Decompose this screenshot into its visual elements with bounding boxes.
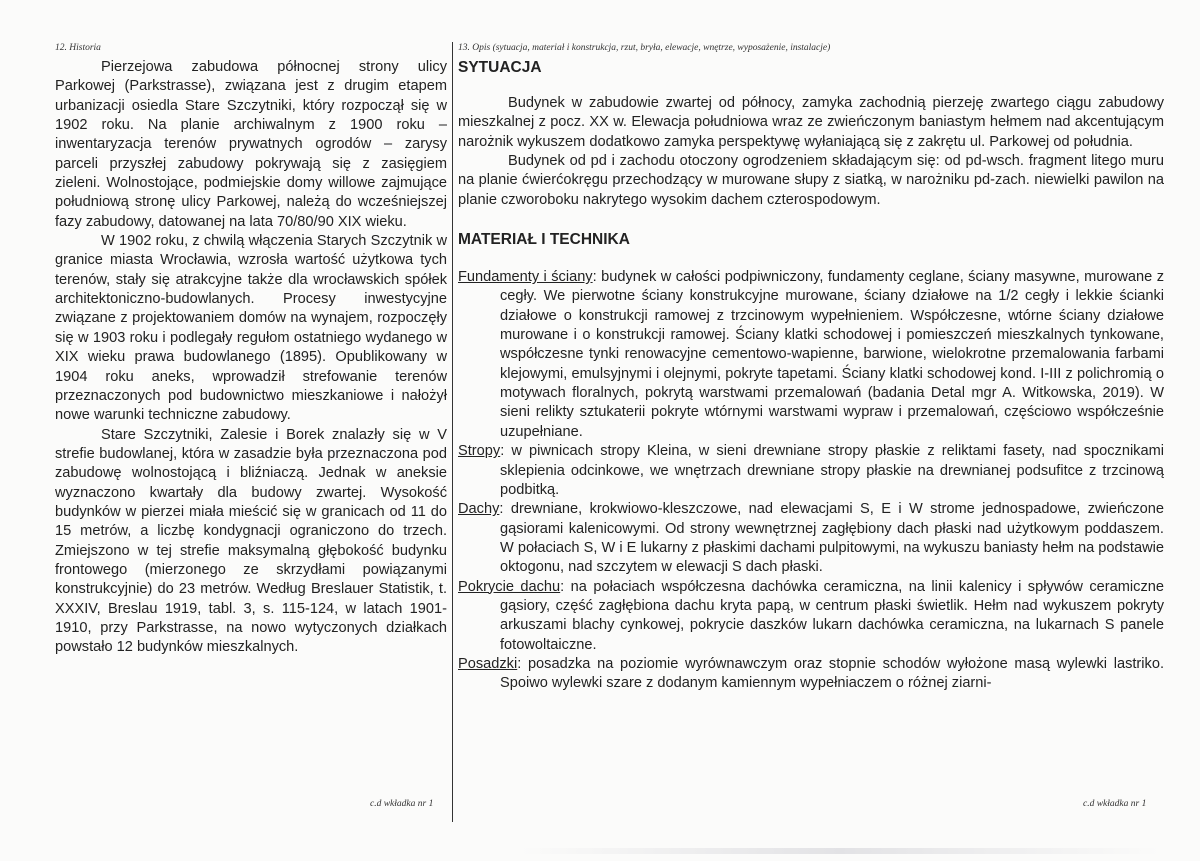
material-item xyxy=(458,578,1164,655)
material-item xyxy=(458,500,1164,577)
section-title-situation: SYTUACJA xyxy=(458,59,542,76)
material-text: : w piwnicach stropy Kleina, w sieni drewniane stropy płaskie z reliktami fasety, nad spocznikami sklepienia odcinkowe, we wnętrzach drewniane stropy płaskie na drewnianej podsufitce z trzcinową podbitką. xyxy=(500,443,1164,498)
material-item xyxy=(458,442,1164,500)
history-column xyxy=(55,42,447,658)
history-header: 12. Historia xyxy=(55,43,101,53)
situation-paragraph-2: Budynek od pd i zachodu otoczony ogrodzeniem składającym się: od pd-wsch. fragment litego muru na planie ćwierćokręgu przechodzący w murowane słupy z siatką, w narożniku pd-zach. niewielki pawilon na planie czworoboku nakrytego wysokim dachem czterospodowym. xyxy=(458,153,1164,208)
material-term: Stropy xyxy=(458,443,501,460)
description-column xyxy=(458,42,1164,694)
material-text: : budynek w całości podpiwniczony, fundamenty ceglane, ściany masywne, murowane z cegły. We pierwotne ściany konstrukcyjne murowane, ściany działowe na 1/2 cegły i lekkie ścianki działowe o konstrukcji ramowej z trzcinowym wypełnieniem. Współczesne, wtórne ściany działowe murowane i o konstrukcji ramowej. Ściany klatki schodowej i pomieszczeń mieszkalnych tynkowane, współczesne tynki renowacyjne cementowo-wapienne, barwione, wielokrotne przemalowania farbami klejowymi, emulsyjnymi i olejnymi, pokryte tapetami. Ściany klatki schodowej kond. I-III z polichromią o motywach floralnych, pokrytą warstwami przemalowań (badania Detal mgr A. Witkowska, 2019). W sieni relikty sztukaterii pokryte wtórnymi warstwami wypraw i przemalowań, częściowo współcześnie uzupełniane. xyxy=(500,269,1164,440)
history-paragraph-2: W 1902 roku, z chwilą włączenia Starych Szczytnik w granice miasta Wrocławia, wzrosła wartość użytkowa tych terenów, stały się atrakcyjne także dla wrocławskich spółek architektoniczno-budowlanych. Procesy inwestycyjne związane z projektowaniem domów na wynajem, rozpoczęły się w 1903 roku i podlegały regułom ostatniego wydanego w XIX wieku prawa budowlanego (1895). Opublikowany w 1904 roku aneks, wprowadził strefowanie terenów przeznaczonych pod budownictwo mieszkaniowe i nałożył nowe warunki techniczne zabudowy. xyxy=(55,233,447,424)
material-item xyxy=(458,268,1164,442)
situation-paragraph-1: Budynek w zabudowie zwartej od północy, zamyka zachodnią pierzeję zwartego ciągu zabudowy mieszkalnej z pocz. XX w. Elewacja południowa wraz ze zwieńczonym baniastym hełmem nad akcentującym narożnik wykuszem dodatkowo zamyka perspektywę wyłaniającą się z zakrętu ul. Parkowej od południa. xyxy=(458,95,1164,150)
history-text xyxy=(55,58,447,658)
material-item xyxy=(458,655,1164,694)
history-footnote: c.d wkładka nr 1 xyxy=(370,799,434,809)
material-text: : drewniane, krokwiowo-kleszczowe, nad elewacjami S, E i W strome jednospadowe, zwieńczone gąsiorami kalenicowymi. Od strony wewnętrznej zagłębiony dach płaski nad użytkowym poddaszem. W połaciach S, W i E lukarny z płaskimi dachami pulpitowymi, na wykuszu baniasty hełm na podstawie oktogonu, nad szczytem w elewacji S dach płaski. xyxy=(499,501,1164,576)
material-term: Posadzki xyxy=(458,655,518,672)
history-paragraph-3: Stare Szczytniki, Zalesie i Borek znalazły się w V strefie budowlanej, która w zasadzie była przeznaczona pod zabudowę wolnostojącą i bliźniaczą. Jednak w aneksie wyznaczono kwartały dla budowy zwartej. Wysokość budynków w pierzei miała mieścić się w granicach od 11 do 15 metrów, a liczbę kondygnacji ograniczono do trzech. Zmiejszono w tej strefie maksymalną głębokość budynku frontowego (mierzonego ze skrzydłami powiązanymi konstrukcyjnie) do 23 metrów. Według Breslauer Statistik, t. XXXIV, Breslau 1919, tabl. 3, s. 115-124, w latach 1901-1910, przy Parkstrasse, na nowo wytyczonych działkach powstało 12 budynków mieszkalnych. xyxy=(55,426,447,656)
column-divider xyxy=(452,42,453,822)
material-term: Fundamenty i ściany xyxy=(458,269,593,286)
material-text: : posadzka na poziomie wyrównawczym oraz stopnie schodów wyłożone masą wylewki lastriko. Spoiwo wylewki szare z dodanym kamiennym wypełniaczem o różnej ziarni- xyxy=(500,655,1164,692)
material-text: : na połaciach współczesna dachówka ceramiczna, na linii kalenicy i spływów ceramiczne gąsiory, część zagłębiona dachu kryta papą, w centrum płaski świetlik. Hełm nad wykuszem pokryty arkuszami blachy cynkowej, pokrycie daszków lukarn dachówka ceramiczna, na lukarnach S panele fotowoltaiczne. xyxy=(500,578,1164,653)
scan-artifact xyxy=(520,848,1160,854)
description-header: 13. Opis (sytuacja, materiał i konstrukcja, rzut, bryła, elewacje, wnętrze, wyposażenie, instalacje) xyxy=(458,43,831,53)
description-footnote: c.d wkładka nr 1 xyxy=(1083,799,1147,809)
history-paragraph-1: Pierzejowa zabudowa północnej strony ulicy Parkowej (Parkstrasse), związana jest z drugim etapem urbanizacji osiedla Stare Szczytniki, który rozpoczął się w 1902 roku. Na planie archiwalnym z 1900 roku – inwentaryzacja terenów prywatnych ogrodów – zarysy parceli przyszłej zabudowy pokrywają się z zasięgiem zieleni. Wolnostojące, podmiejskie domy willowe zajmujące południową stronę ulicy Parkowej, należą do wcześniejszej fazy zabudowy, datowanej na lata 70/80/90 XIX wieku. xyxy=(55,59,447,230)
description-text xyxy=(458,58,1164,694)
material-term: Pokrycie dachu xyxy=(458,578,561,595)
material-term: Dachy xyxy=(458,501,500,518)
section-title-material: MATERIAŁ I TECHNIKA xyxy=(458,231,630,249)
